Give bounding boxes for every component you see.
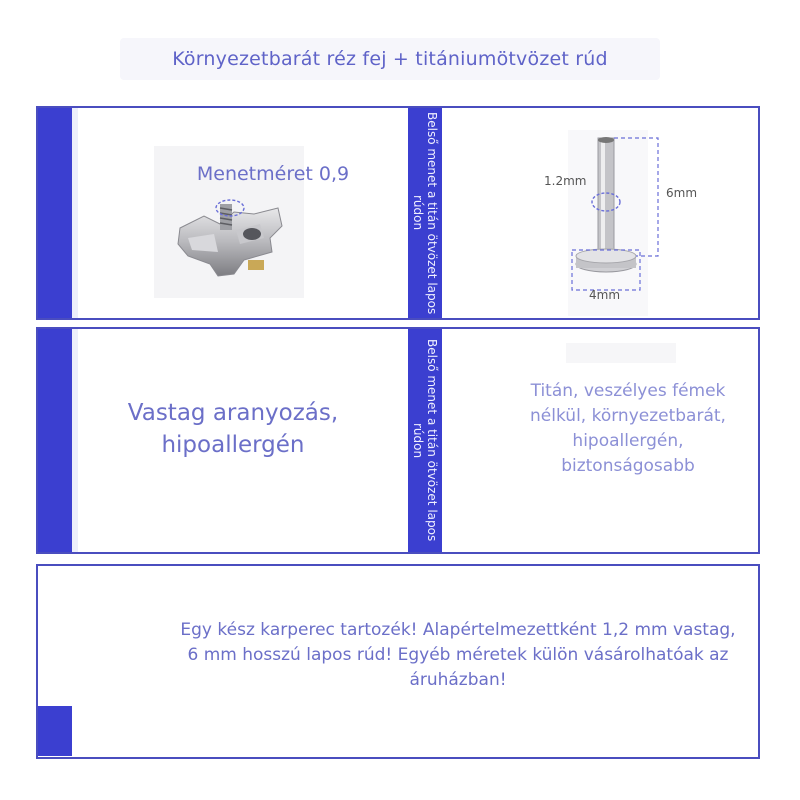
divider-side-text: Belső menet a titán ötvözet lapos rúdon [411, 111, 439, 315]
page-title-banner [120, 38, 660, 80]
divider-side-text: Belső menet a titán ötvözet lapos rúdon [411, 339, 439, 542]
gold-plating-text: Vastag aranyozás, hipoallergén [127, 400, 339, 458]
panel-sidebar-accent [38, 329, 72, 552]
page-title: Környezetbarát réz fej + titániumötvözet rúd [172, 48, 608, 70]
length-label: 6mm [666, 186, 698, 200]
titanium-description: Titán, veszélyes fémek nélkül, környezetbarát, hipoallergén, biztonságosabb [530, 381, 726, 476]
accessory-note-text: Egy kész karperec tartozék! Alapértelmezettként 1,2 mm vastag, 6 mm hosszú lapos rúd! Egyéb méretek külön vásárolhatóak az áruházban! [180, 620, 736, 690]
base-width-label: 4mm [589, 288, 621, 302]
accessory-note-panel [36, 564, 760, 759]
panel-sidebar-accent [38, 706, 72, 756]
decorative-shade [566, 343, 676, 363]
panel-sidebar-accent [38, 108, 72, 318]
thread-size-label: Menetméret 0,9 [196, 163, 350, 185]
rod-diagram [568, 130, 688, 316]
material-info-panel [36, 327, 760, 554]
thread-info-panel [36, 106, 760, 320]
screw-head-icon [174, 194, 286, 278]
diameter-label: 1.2mm [544, 174, 587, 188]
